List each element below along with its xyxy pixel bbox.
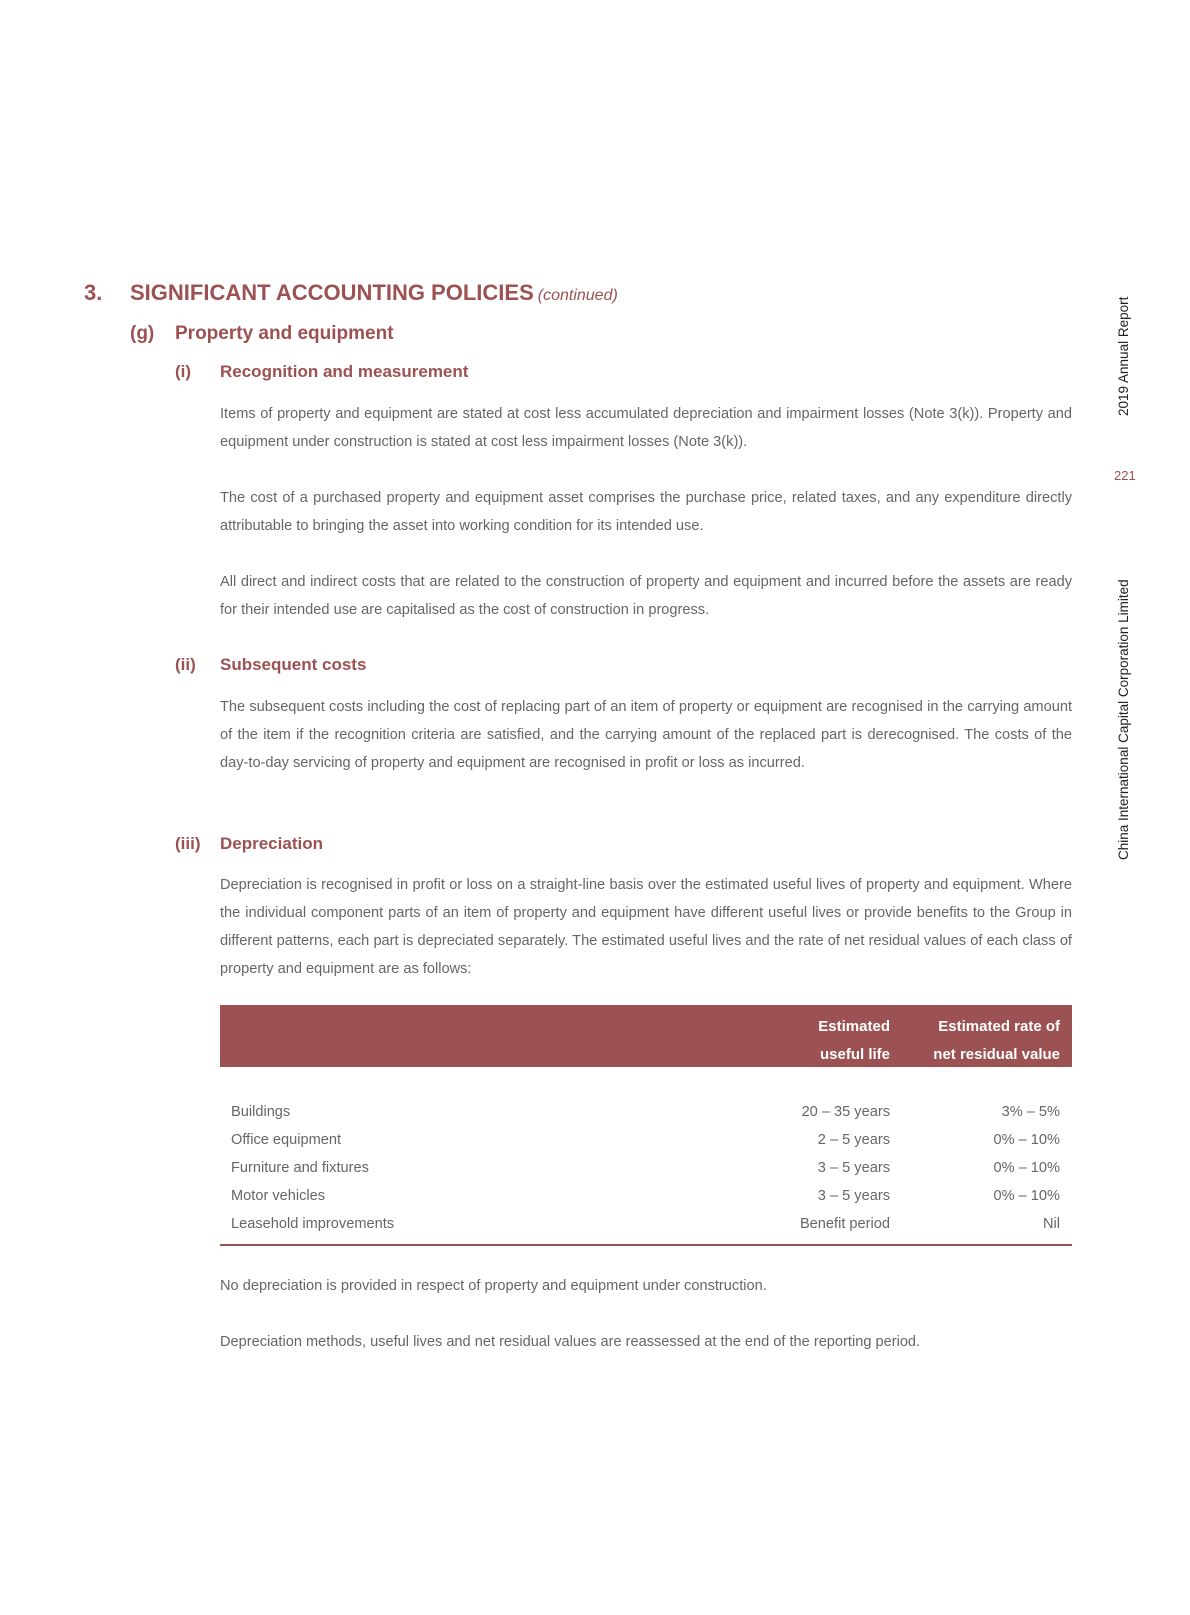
header-useful-life-line2: useful life [819,1046,890,1063]
table-row [220,1100,1072,1128]
recognition-label: (i) [175,362,192,381]
table-row [220,1156,1072,1184]
subsequent-label: (ii) [175,655,196,674]
recognition-paragraph-2: The cost of a purchased property and equipment asset comprises the purchase price, related taxes, and any expenditure directly attributable to bringing the asset into working condition for its intended use. [220,490,1072,534]
row-residual-rate: Nil [1042,1216,1060,1232]
row-residual-rate: 0% – 10% [993,1188,1060,1204]
depreciation-heading [175,834,323,854]
row-useful-life: 2 – 5 years [817,1132,890,1148]
section-number: 3. [84,280,103,305]
header-residual-value-line2: net residual value [933,1046,1060,1063]
header-residual-value-line1: Estimated rate of [938,1018,1060,1035]
subsection-label: (g) [130,323,155,344]
table-header [220,1005,1072,1067]
row-name: Office equipment [231,1132,342,1148]
subsequent-paragraph: The subsequent costs including the cost of replacing part of an item of property or equipment are recognised in the carrying amount of the item if the recognition criteria are satisfied, and the carrying amount of the replaced part is derecognised. The costs of the day-to-day servicing of property and equipment are recognised in profit or loss as incurred. [220,699,1072,771]
depreciation-table [220,1005,1072,1246]
table-row [220,1128,1072,1156]
recognition-paragraph-1: Items of property and equipment are stated at cost less accumulated depreciation and impairment losses (Note 3(k)). Property and equipment under construction is stated at cost less impairment losses (Note 3(k)). [220,406,1072,450]
subsequent-title: Subsequent costs [220,655,367,674]
depreciation-title: Depreciation [220,834,323,853]
row-residual-rate: 0% – 10% [993,1132,1060,1148]
header-residual-value [933,1013,1060,1069]
table-body [220,1100,1072,1246]
row-name: Furniture and fixtures [231,1160,369,1176]
subsection-title: Property and equipment [175,323,394,344]
subsection-heading [130,323,394,345]
header-useful-life-line1: Estimated [818,1018,890,1035]
row-name: Buildings [231,1104,291,1120]
section-title-wrap [130,280,618,306]
table-row [220,1184,1072,1212]
table-row [220,1212,1072,1240]
depreciation-paragraph-2: No depreciation is provided in respect of property and equipment under construction. [220,1278,767,1294]
report-year-label: 2019 Annual Report [1116,296,1131,416]
row-useful-life: Benefit period [799,1216,890,1232]
page-number: 221 [1114,468,1136,483]
recognition-heading [175,362,469,382]
header-useful-life [818,1013,890,1069]
subsequent-heading [175,655,367,675]
recognition-paragraph-3: All direct and indirect costs that are related to the construction of property and equipment and incurred before the assets are ready for their intended use are capitalised as the cost of construction in progress. [220,574,1072,618]
company-name-label: China International Capital Corporation Limited [1116,579,1131,860]
depreciation-paragraph-3: Depreciation methods, useful lives and net residual values are reassessed at the end of the reporting period. [220,1334,921,1350]
row-residual-rate: 0% – 10% [993,1160,1060,1176]
section-title: SIGNIFICANT ACCOUNTING POLICIES [130,280,534,305]
row-useful-life: 3 – 5 years [817,1188,890,1204]
row-useful-life: 20 – 35 years [801,1104,890,1120]
depreciation-paragraph-1: Depreciation is recognised in profit or loss on a straight-line basis over the estimated useful lives of property and equipment. Where the individual component parts of an item of property and equipment have different useful lives or provide benefits to the Group in different patterns, each part is depreciated separately. The estimated useful lives and the rate of net residual values of each class of property and equipment are as follows: [220,877,1072,977]
row-residual-rate: 3% – 5% [1001,1104,1060,1120]
section-continued: (continued) [537,287,618,304]
row-name: Motor vehicles [231,1188,326,1204]
row-useful-life: 3 – 5 years [817,1160,890,1176]
row-name: Leasehold improvements [231,1216,395,1232]
recognition-title: Recognition and measurement [220,362,469,381]
depreciation-label: (iii) [175,834,201,853]
